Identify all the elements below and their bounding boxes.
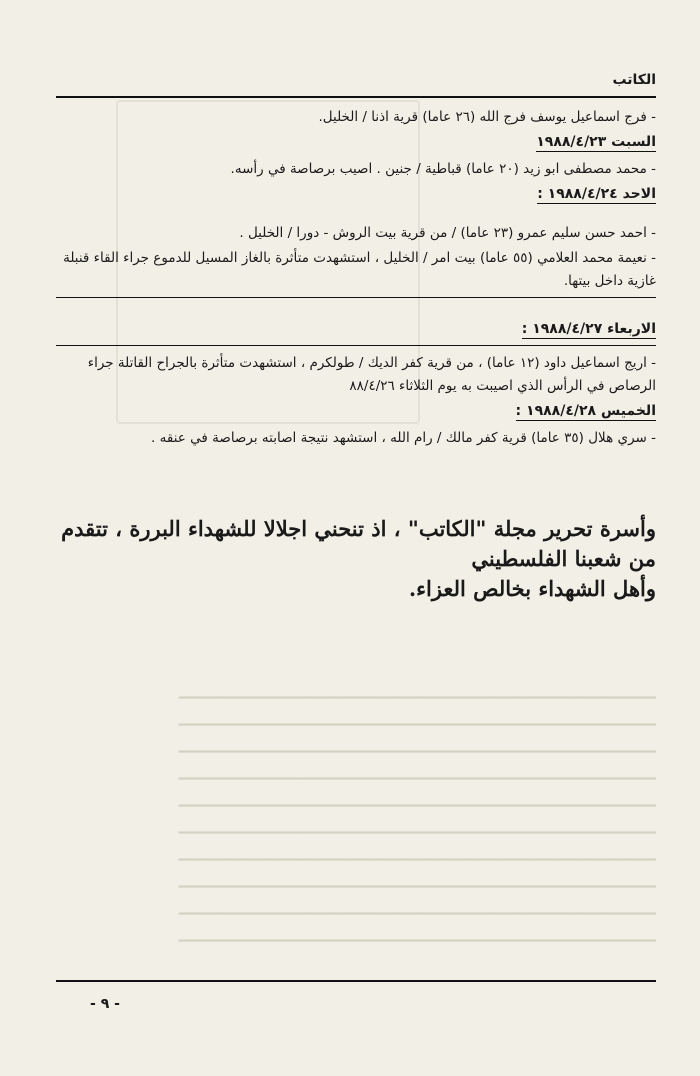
tribute-line-2: وأهل الشهداء بخالص العزاء. [408,576,656,601]
entry-4: - احمد حسن سليم عمرو (٢٣ عاما) / من قرية بيت الروش - دورا / الخليل . [239,225,656,241]
bleed-line: ━━━━━━━━━━━━━━━━━━━━━━━━━━━━━━━━━━━━━━━━━━━━━━━━━━━━━━━━━━━━━ [178,772,656,787]
running-header: الكاتب [612,72,656,88]
bleed-line: ━━━━━━━━━━━━━━━━━━━━━━━━━━━━━━━━━━━━━━━━━━━━━━━━━━━━━━━━━━━━━ [178,799,656,814]
document-page [56,60,656,1040]
entry-0: - فرج اسماعيل يوسف فرج الله (٢٦ عاما) قرية اذنا / الخليل. [318,109,656,125]
bleed-line: ━━━━━━━━━━━━━━━━━━━━━━━━━━━━━━━━━━━━━━━━━━━━━━━━━━━━━━━━━━━━━ [178,880,656,895]
bleed-line: ━━━━━━━━━━━━━━━━━━━━━━━━━━━━━━━━━━━━━━━━━━━━━━━━━━━━━━━━━━━━━ [178,853,656,868]
date-text: السبت ١٩٨٨/٤/٢٣ [536,134,656,150]
date-heading [56,183,656,206]
tribute-line-1: وأسرة تحرير مجلة "الكاتب" ، اذ تنحني اجلالا للشهداء البررة ، تتقدم من شعبنا الفلسطيني [61,516,656,571]
header-rule [56,96,656,98]
bleed-line: ━━━━━━━━━━━━━━━━━━━━━━━━━━━━━━━━━━━━━━━━━━━━━━━━━━━━━━━━━━━━━ [178,745,656,760]
section-rule [56,345,656,346]
bleed-line: ━━━━━━━━━━━━━━━━━━━━━━━━━━━━━━━━━━━━━━━━━━━━━━━━━━━━━━━━━━━━━ [178,691,656,706]
date-heading [56,318,656,341]
date-text: الاربعاء ١٩٨٨/٤/٢٧ : [521,321,656,337]
bleed-line: ━━━━━━━━━━━━━━━━━━━━━━━━━━━━━━━━━━━━━━━━━━━━━━━━━━━━━━━━━━━━━ [178,718,656,733]
entry-5: - نعيمة محمد العلامي (٥٥ عاما) بيت امر / الخليل ، استشهدت متأثرة بالغاز المسيل للدموع جراء القاء قنبلة غازية داخل بيتها. [63,250,656,289]
footer-rule [56,980,656,982]
bleed-line: ━━━━━━━━━━━━━━━━━━━━━━━━━━━━━━━━━━━━━━━━━━━━━━━━━━━━━━━━━━━━━ [178,826,656,841]
entry-2: - محمد مصطفى ابو زيد (٢٠ عاما) قباطية / جنين . اصيب برصاصة في رأسه. [230,161,656,177]
entry-9: - سري هلال (٣٥ عاما) قرية كفر مالك / رام الله ، استشهد نتيجة اصابته برصاصة في عنقه . [151,430,656,446]
page-number: - ٩ - [90,996,120,1012]
date-heading [56,400,656,423]
section-rule [56,297,656,298]
content [56,106,656,604]
bleed-line: ━━━━━━━━━━━━━━━━━━━━━━━━━━━━━━━━━━━━━━━━━━━━━━━━━━━━━━━━━━━━━ [178,934,656,949]
spacer [56,210,656,222]
date-heading [56,131,656,154]
date-text: الخميس ١٩٨٨/٤/٢٨ : [515,403,656,419]
tribute-message [56,514,656,604]
spacer [56,304,656,316]
entry-7: - اريج اسماعيل داود (١٢ عاما) ، من قرية كفر الديك / طولكرم ، استشهدت متأثرة بالجراح القاتلة جراء الرصاص في الرأس الذي اصيبت به يوم الثلاثاء ٨٨/٤/٢٦ [87,355,656,394]
bleed-line: ━━━━━━━━━━━━━━━━━━━━━━━━━━━━━━━━━━━━━━━━━━━━━━━━━━━━━━━━━━━━━ [178,907,656,922]
date-text: الاحد ١٩٨٨/٤/٢٤ : [537,186,656,202]
bleed-through-text [56,685,656,955]
